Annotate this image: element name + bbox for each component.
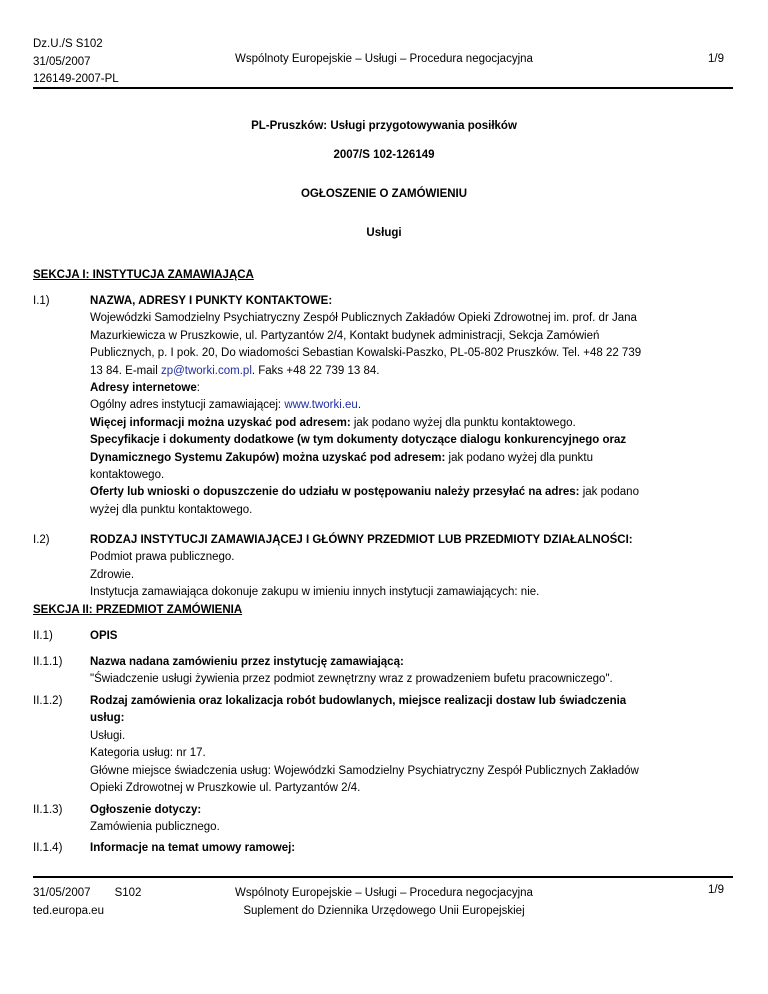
item-title: Nazwa nadana zamówieniu przez instytucję zamawiającą:: [90, 656, 404, 668]
item-line: Opieki Zdrowotnej w Pruszkowie ul. Partyzantów 2/4.: [90, 782, 361, 795]
item-line: Usługi.: [90, 729, 126, 742]
item-title: Informacje na temat umowy ramowej:: [90, 842, 296, 854]
section-2-title: SEKCJA II: PRZEDMIOT ZAMÓWIENIA: [33, 604, 243, 616]
item-number: II.1.3): [33, 804, 63, 816]
item-ii1: [33, 628, 733, 645]
item-ii12: [33, 693, 733, 797]
item-line: Instytucja zamawiająca dokonuje zakupu w imieniu innych instytucji zamawiających: nie.: [90, 586, 540, 599]
footer-page-number: 1/9: [708, 884, 724, 896]
item-number: II.1.1): [33, 656, 63, 668]
item-line: Główne miejsce świadczenia usług: Wojewódzki Samodzielny Psychiatryczny Zespół Publicznych Zakładów: [90, 764, 639, 777]
address-line: Publicznych, p. I pok. 20, Do wiadomości Sebastian Kowalski-Paszko, PL-05-802 Pruszków. Tel. +48 22 739: [90, 347, 642, 360]
item-number: II.1.4): [33, 842, 63, 854]
notice-heading: PL-Pruszków: Usługi przygotowywania posiłków: [251, 120, 517, 132]
item-number: I.1): [33, 295, 50, 307]
item-i2: [33, 532, 733, 602]
publication-date: 31/05/2007: [33, 55, 91, 68]
notice-category: Usługi: [366, 227, 402, 239]
footer-site: ted.europa.eu: [33, 905, 104, 917]
internet-addresses-label: Adresy internetowe:: [90, 382, 200, 395]
item-ii11: [33, 654, 733, 689]
spec-line: Specyfikacje i dokumenty dodatkowe (w tym dokumenty dotyczące dialogu konkurencyjnego oraz: [90, 434, 627, 447]
header-rule: [33, 87, 733, 89]
item-value: Zamówienia publicznego.: [90, 821, 220, 834]
spec-line: kontaktowego.: [90, 469, 165, 482]
item-number: II.1.2): [33, 695, 63, 707]
item-title: Ogłoszenie dotyczy:: [90, 804, 202, 816]
address-line: 13 84. E-mail zp@tworki.com.pl. Faks +48 22 739 13 84.: [90, 364, 380, 377]
website-link[interactable]: www.tworki.eu: [284, 399, 358, 412]
item-number: II.1): [33, 630, 53, 642]
item-title: NAZWA, ADRESY I PUNKTY KONTAKTOWE:: [90, 295, 333, 307]
offers-line: Oferty lub wnioski o dopuszczenie do udziału w postępowaniu należy przesyłać na adres: jak podano: [90, 486, 639, 499]
offers-line: wyżej dla punktu kontaktowego.: [90, 503, 253, 516]
header-page-number: 1/9: [708, 53, 724, 65]
item-ii13: [33, 802, 733, 837]
item-line: Kategoria usług: nr 17.: [90, 747, 206, 760]
footer-rule: [33, 876, 733, 878]
general-address-line: Ogólny adres instytucji zamawiającej: www.tworki.eu.: [90, 399, 362, 412]
item-title: Rodzaj zamówienia oraz lokalizacja robót budowlanych, miejsce realizacji dostaw lub świadczenia: [90, 695, 627, 707]
notice-type: OGŁOSZENIE O ZAMÓWIENIU: [300, 188, 468, 200]
document-id: 126149-2007-PL: [33, 73, 119, 85]
item-ii14: [33, 840, 733, 857]
section-1-title: SEKCJA I: INSTYTUCJA ZAMAWIAJĄCA: [33, 269, 254, 281]
item-title: RODZAJ INSTYTUCJI ZAMAWIAJĄCEJ I GŁÓWNY PRZEDMIOT LUB PRZEDMIOTY DZIAŁALNOŚCI:: [90, 534, 633, 546]
more-info-line: Więcej informacji można uzyskać pod adresem: jak podano wyżej dla punktu kontaktowego.: [90, 416, 576, 429]
footer-title: Wspólnoty Europejskie – Usługi – Procedura negocjacyjna Suplement do Dziennika Urzędowego Unii Europejskiej: [235, 887, 533, 917]
item-number: I.2): [33, 534, 50, 546]
item-i1: [33, 293, 733, 519]
journal-ref: Dz.U./S S102: [33, 38, 103, 50]
item-line: Zdrowie.: [90, 568, 135, 581]
item-title: OPIS: [90, 630, 118, 642]
footer-code: S102: [114, 887, 142, 899]
item-title: usług:: [90, 712, 125, 725]
header-title: Wspólnoty Europejskie – Usługi – Procedura negocjacyjna: [235, 53, 533, 65]
item-value: "Świadczenie usługi żywienia przez podmiot zewnętrzny wraz z prowadzeniem bufetu pracowniczego".: [90, 673, 613, 686]
address-line: Wojewódzki Samodzielny Psychiatryczny Zespół Publicznych Zakładów Opieki Zdrowotnej im. prof. dr Jana: [90, 312, 637, 325]
footer-date: 31/05/2007: [33, 887, 91, 899]
item-line: Podmiot prawa publicznego.: [90, 551, 235, 564]
email-link[interactable]: zp@tworki.com.pl: [160, 364, 252, 377]
spec-line: Dynamicznego Systemu Zakupów) można uzyskać pod adresem: jak podano wyżej dla punktu: [90, 451, 594, 464]
address-line: Mazurkiewicza w Pruszkowie, ul. Partyzantów 2/4, Kontakt budynek administracji, Sekcja Zamówień: [90, 329, 600, 342]
notice-reference: 2007/S 102-126149: [333, 149, 435, 161]
